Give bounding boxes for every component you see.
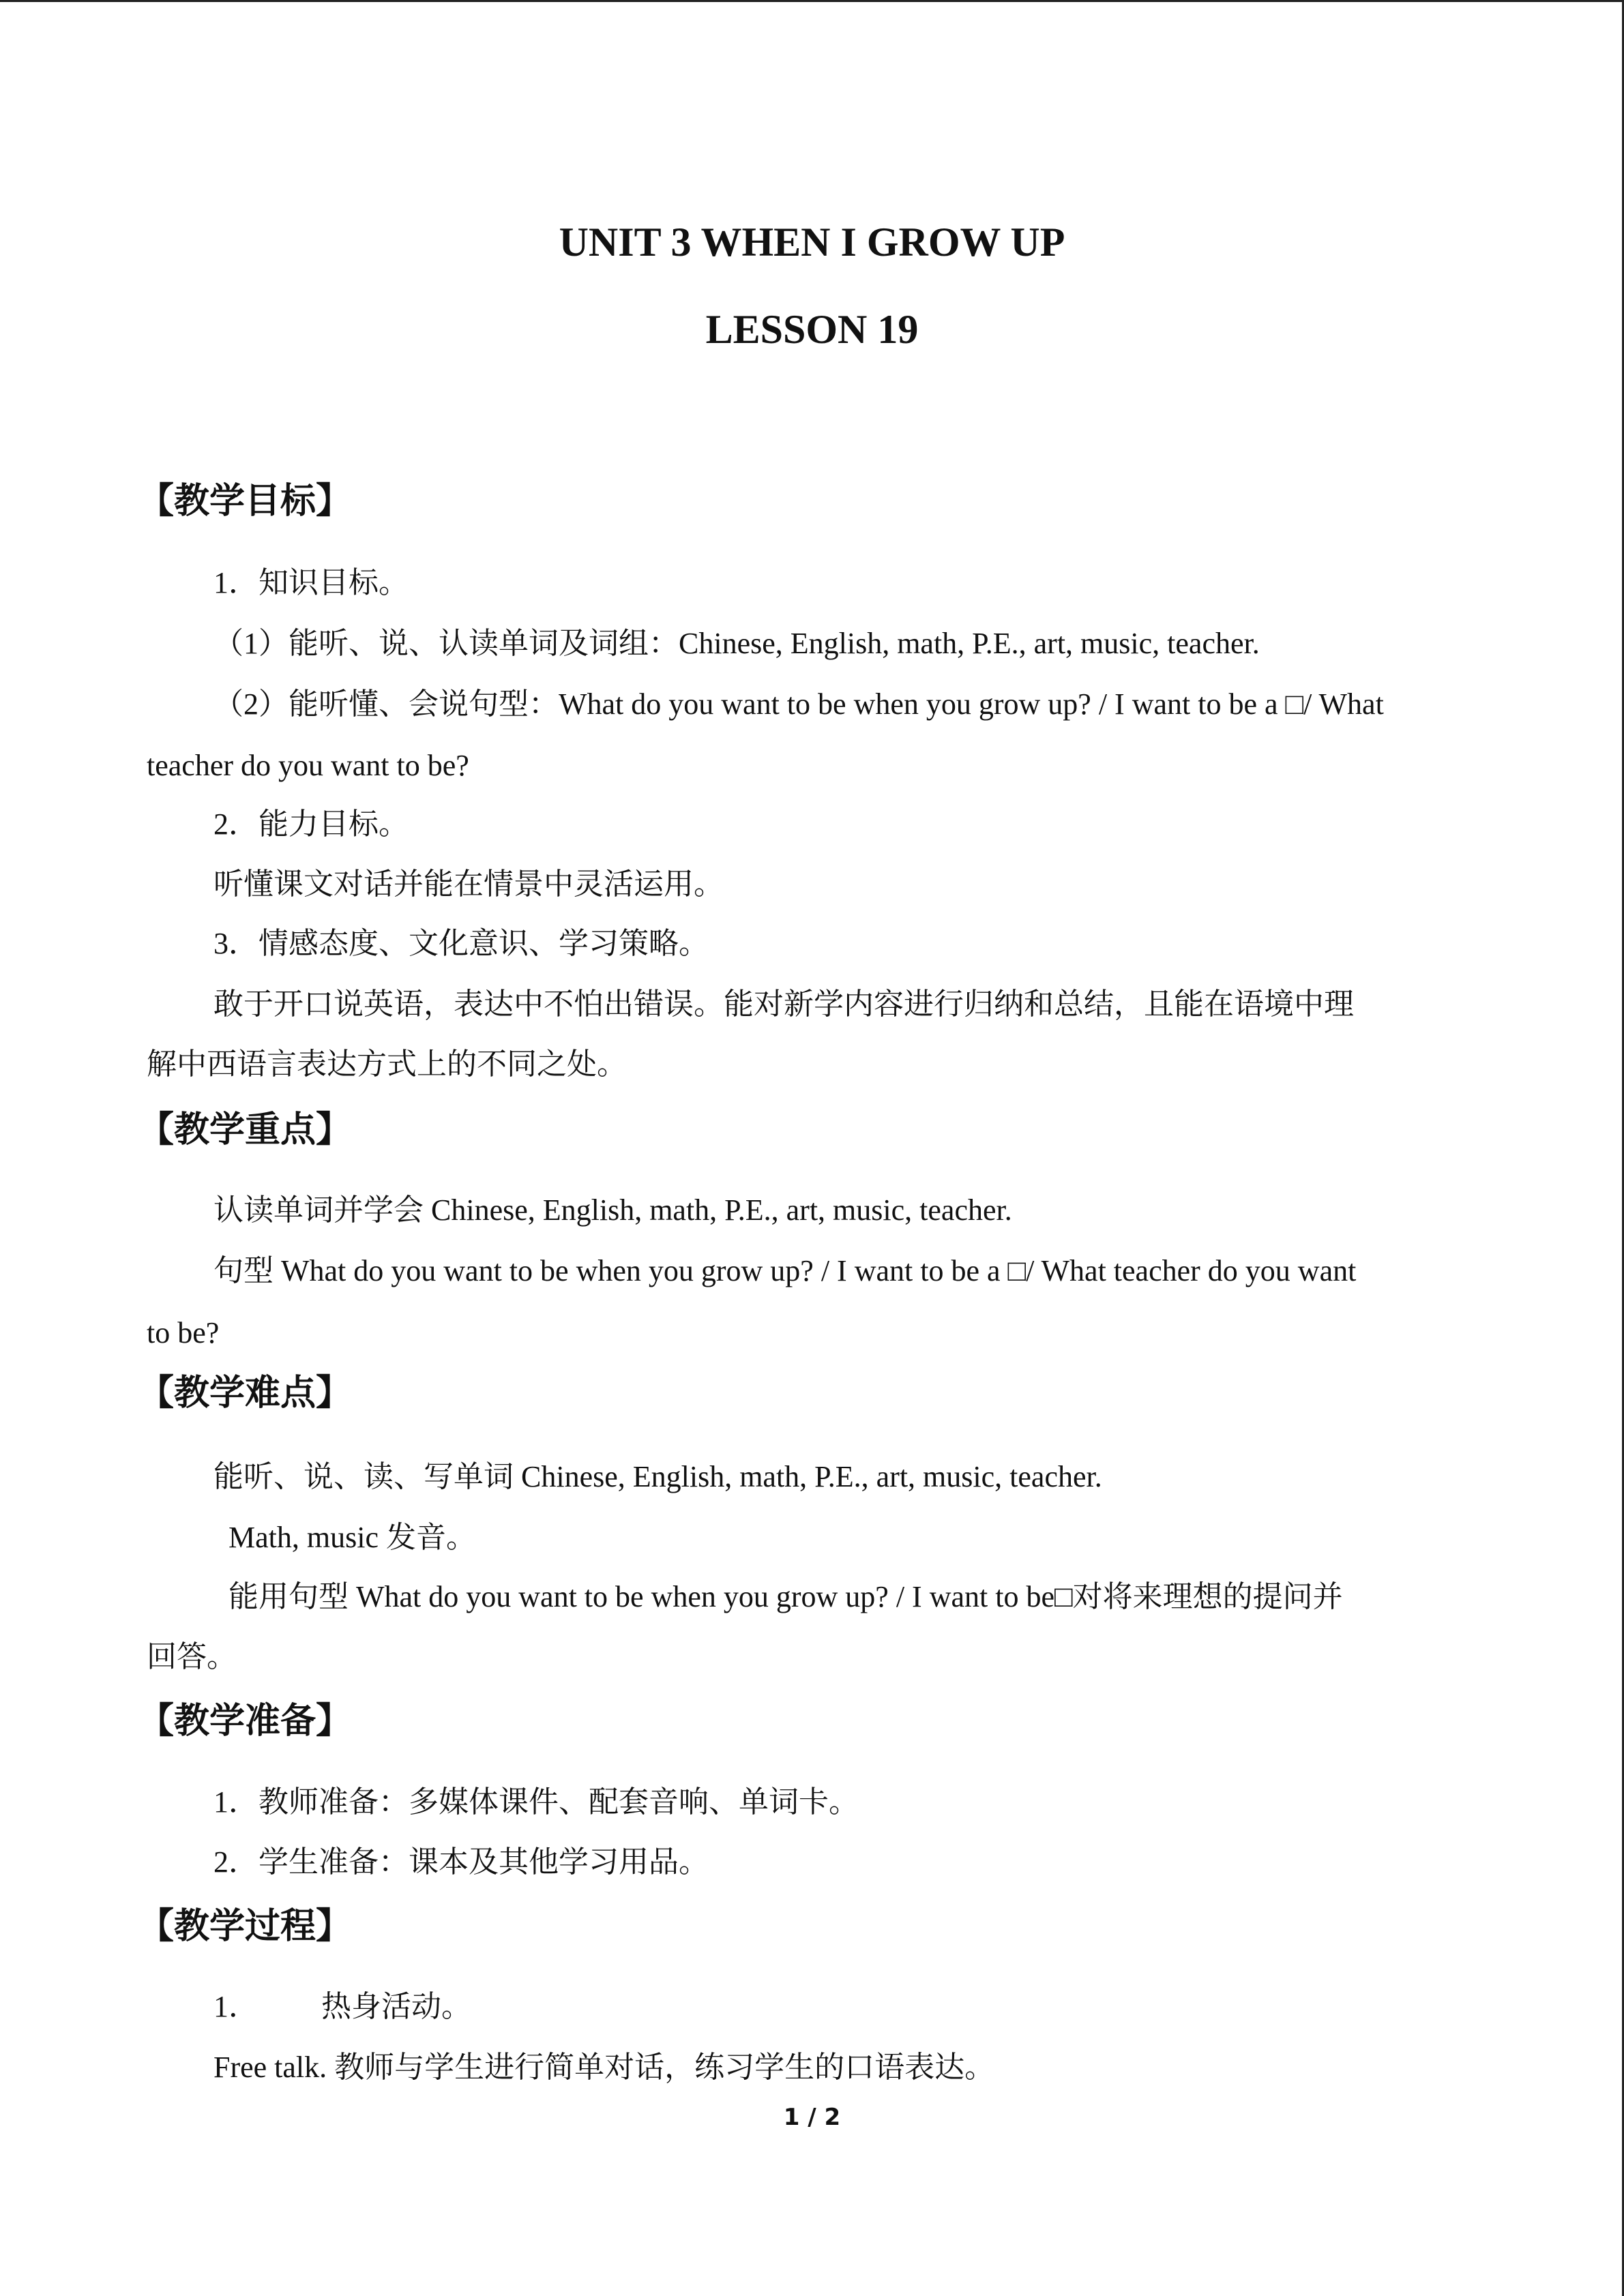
objective-line-5: 听懂课文对话并能在情景中灵活运用。 — [213, 867, 724, 901]
process-line-1-text: 热身活动。 — [321, 1990, 471, 2023]
unit-title: UNIT 3 WHEN I GROW UP — [559, 220, 1065, 265]
objectives-heading: 【教学目标】 — [138, 481, 352, 522]
difficulty-line-2: Math, music 发音。 — [228, 1521, 476, 1554]
objective-line-2: （1）能听、说、认读单词及词组：Chinese, English, math, P.E., art, music, teacher. — [213, 627, 1260, 660]
process-line-2: Free talk. 教师与学生进行简单对话，练习学生的口语表达。 — [213, 2051, 995, 2084]
objective-line-6: 3．情感态度、文化意识、学习策略。 — [213, 927, 709, 960]
objective-line-3: （2）能听懂、会说句型：What do you want to be when you grow up? / I want to be a □/ What — [213, 687, 1384, 721]
process-heading: 【教学过程】 — [138, 1906, 352, 1947]
keypoints-heading: 【教学重点】 — [138, 1109, 352, 1150]
objective-line-7: 敢于开口说英语，表达中不怕出错误。能对新学内容进行归纳和总结，且能在语境中理 — [213, 987, 1354, 1021]
keypoint-line-1: 认读单词并学会 Chinese, English, math, P.E., art, music, teacher. — [213, 1193, 1012, 1227]
preparation-heading: 【教学准备】 — [138, 1701, 352, 1742]
lesson-title: LESSON 19 — [705, 307, 919, 352]
difficulty-line-3-cont: 回答。 — [147, 1640, 237, 1673]
objective-line-4: 2．能力目标。 — [213, 807, 409, 841]
process-line-1-number: 1． — [213, 1990, 259, 2023]
objective-line-3-cont: teacher do you want to be? — [147, 749, 469, 782]
preparation-line-2: 2．学生准备：课本及其他学习用品。 — [213, 1845, 709, 1879]
difficulty-line-1: 能听、说、读、写单词 Chinese, English, math, P.E., art, music, teacher. — [213, 1460, 1102, 1493]
keypoint-line-2: 句型 What do you want to be when you grow up? / I want to be a □/ What teacher do you want — [213, 1254, 1357, 1287]
difficulties-heading: 【教学难点】 — [138, 1373, 352, 1414]
page-number: 1 / 2 — [783, 2104, 841, 2131]
process-line-1 — [213, 1986, 471, 2027]
objective-line-1: 1．知识目标。 — [213, 566, 409, 599]
objective-line-7-cont: 解中西语言表达方式上的不同之处。 — [147, 1047, 627, 1081]
keypoint-line-2-cont: to be? — [147, 1316, 220, 1350]
preparation-line-1: 1．教师准备：多媒体课件、配套音响、单词卡。 — [213, 1785, 859, 1819]
difficulty-line-3: 能用句型 What do you want to be when you grow up? / I want to be□对将来理想的提问并 — [228, 1580, 1343, 1613]
